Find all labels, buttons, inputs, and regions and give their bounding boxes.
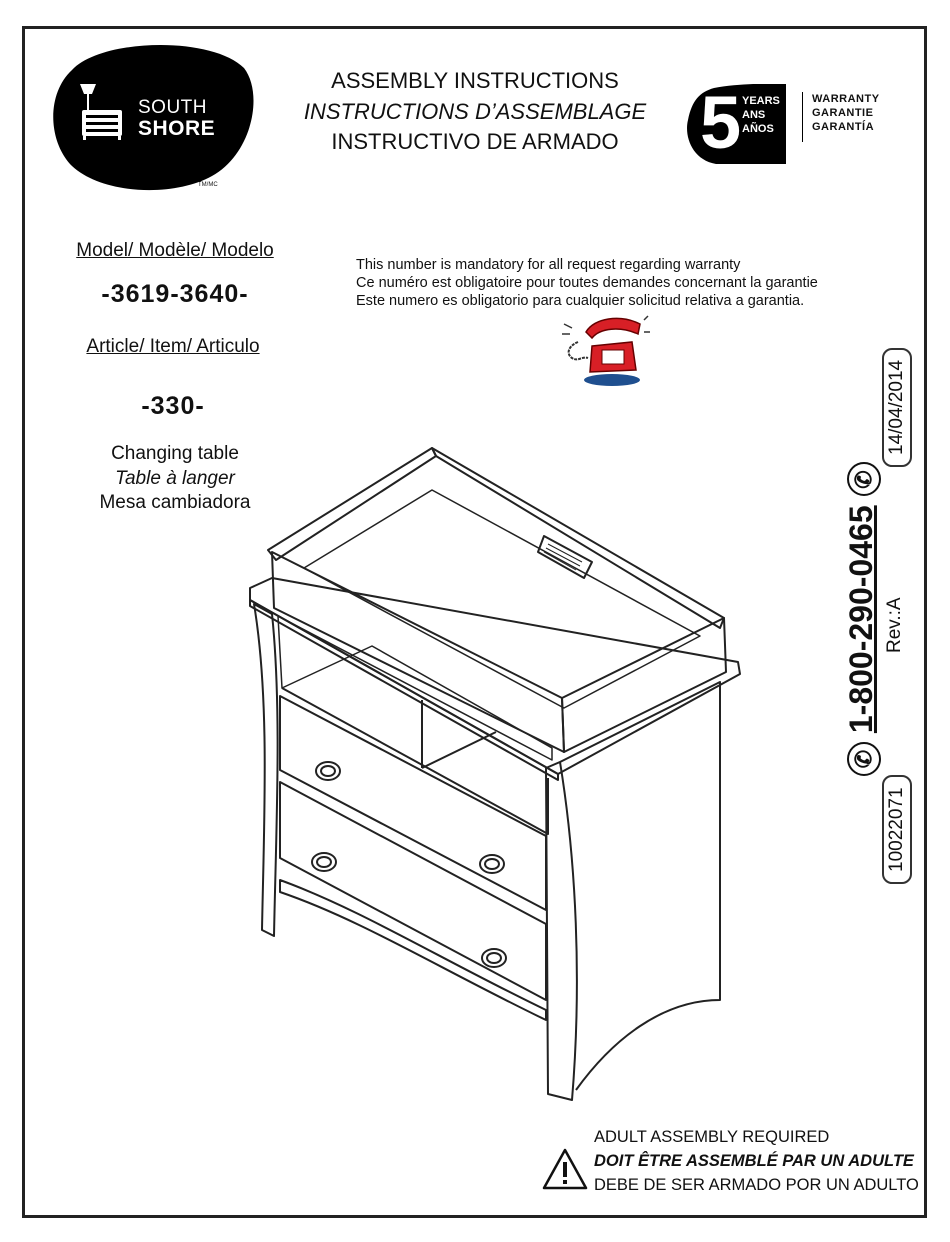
warranty-years-es: AÑOS — [742, 123, 774, 135]
phone-handset-icon-right: ✆ — [847, 462, 881, 496]
model-number: -3619-3640- — [101, 280, 249, 308]
notice-es: DEBE DE SER ARMADO POR UN ADULTO — [594, 1176, 919, 1194]
warning-label-plate — [538, 536, 592, 578]
title-spanish: INSTRUCTIVO DE ARMADO — [331, 129, 619, 154]
brand-line-2: SHORE — [138, 117, 216, 140]
mandatory-notice-es: Este numero es obligatorio para cualquier solicitud relativa a garantia. — [356, 293, 805, 309]
drawer-knob-4 — [482, 949, 506, 967]
warranty-years-number: 5 — [700, 81, 742, 164]
left-side-panel — [254, 604, 278, 936]
tray-back-rail — [268, 448, 436, 560]
model-label: Model/ Modèle/ Modelo — [76, 240, 274, 261]
right-front-leg — [546, 762, 577, 1100]
phone-number: 1-800-290-0465 — [843, 505, 879, 734]
phone-number-group — [843, 462, 881, 776]
tray-front-rail — [272, 552, 564, 752]
mandatory-notice-en: This number is mandatory for all request regarding warranty — [356, 257, 741, 273]
tray-right-rail — [432, 448, 724, 628]
product-name-fr: Table à langer — [115, 468, 235, 489]
date: 14/04/2014 — [886, 359, 907, 455]
product-name-en: Changing table — [111, 443, 239, 464]
notice-fr: DOIT ÊTRE ASSEMBLÉ PAR UN ADULTE — [594, 1152, 914, 1170]
mandatory-notice-fr: Ce numéro est obligatoire pour toutes demandes concernant la garantie — [356, 275, 818, 291]
article-number: -330- — [141, 392, 205, 420]
front-base — [280, 880, 546, 1020]
revision: Rev.:A — [884, 597, 905, 653]
document-number-box — [882, 775, 912, 884]
warranty-label-es: GARANTÍA — [812, 121, 875, 133]
warranty-label-en: WARRANTY — [812, 93, 880, 105]
phone-handset-icon: ✆ — [847, 742, 881, 776]
title-english: ASSEMBLY INSTRUCTIONS — [331, 68, 619, 93]
warranty-years-fr: ANS — [742, 109, 766, 121]
tray-side-rail — [562, 618, 726, 752]
open-shelf — [278, 616, 552, 760]
article-label: Article/ Item/ Articulo — [86, 336, 260, 357]
mandatory-notice — [356, 256, 818, 310]
red-telephone-icon — [560, 312, 650, 392]
changing-table-illustration — [242, 440, 742, 1105]
product-name-es: Mesa cambiadora — [99, 492, 251, 513]
document-number: 10022071 — [886, 787, 907, 872]
warning-triangle-icon — [542, 1148, 588, 1190]
warranty-years-en: YEARS — [742, 95, 780, 107]
trademark-mark: TM/MC — [198, 182, 218, 188]
drawer-knob-1 — [316, 762, 340, 780]
warranty-badge — [686, 81, 896, 164]
title-french: INSTRUCTIONS D’ASSEMBLAGE — [303, 99, 647, 124]
warranty-label-fr: GARANTIE — [812, 107, 874, 119]
drawer-knob-3 — [312, 853, 336, 871]
notice-en: ADULT ASSEMBLY REQUIRED — [594, 1128, 830, 1146]
drawer-knob-2 — [480, 855, 504, 873]
date-box — [882, 348, 912, 467]
brand-line-1: SOUTH — [138, 97, 207, 118]
